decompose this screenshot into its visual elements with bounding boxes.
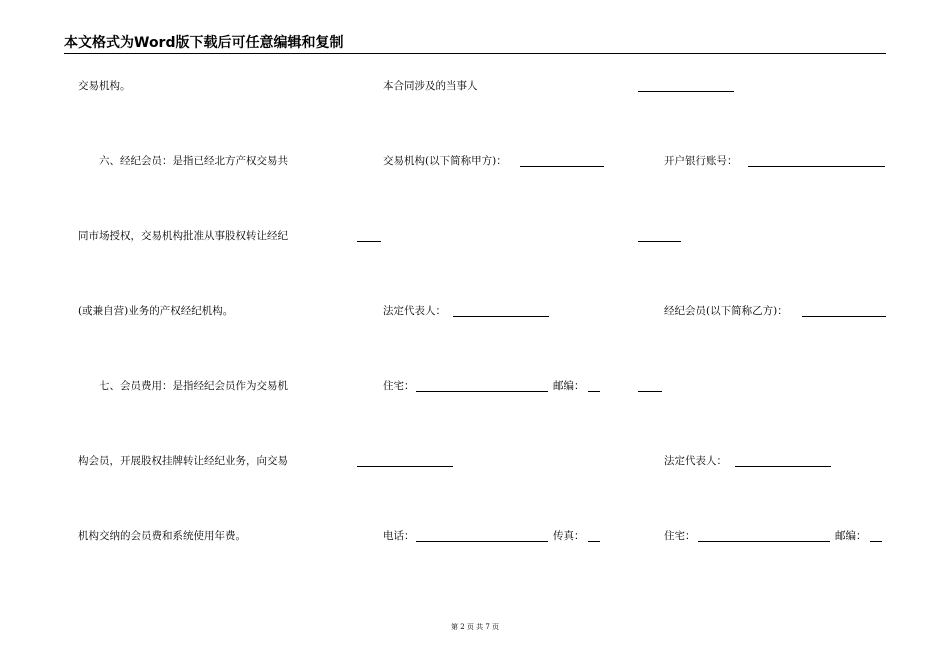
party-a-blank-continued: [357, 241, 381, 242]
party-a-legal-rep-label: 法定代表人：: [383, 305, 446, 317]
left-paragraph-line: 构会员，开展股权挂牌转让经纪业务，向交易: [78, 455, 288, 467]
party-a-fax-label: 传真：: [553, 530, 585, 542]
party-a-postcode-label: 邮编：: [553, 380, 585, 392]
page-number: 第 2 页 共 7 页: [450, 623, 500, 631]
party-a-blank: [520, 166, 604, 167]
left-paragraph-line: 七、会员费用：是指经纪会员作为交易机: [99, 380, 288, 392]
party-a-postcode-blank-continued: [357, 466, 453, 467]
bank-account-label: 开户银行账号：: [664, 155, 738, 167]
party-a-fax-blank: [588, 541, 600, 542]
bank-account-blank-continued: [638, 241, 681, 242]
party-a-phone-label: 电话：: [383, 530, 415, 542]
party-b-label: 经纪会员(以下简称乙方)：: [664, 305, 788, 317]
party-a-residence-blank: [416, 391, 548, 392]
header-divider: [64, 53, 886, 54]
party-b-postcode-blank: [870, 541, 882, 542]
party-b-blank-continued: [638, 391, 662, 392]
left-paragraph-line: 交易机构。: [78, 80, 131, 92]
party-b-blank: [802, 316, 886, 317]
party-b-postcode-label: 邮编：: [835, 530, 867, 542]
party-a-label: 交易机构(以下简称甲方)：: [383, 155, 507, 167]
party-a-residence-label: 住宅：: [383, 380, 415, 392]
left-paragraph-line: 机构交纳的会员费和系统使用年费。: [78, 530, 246, 542]
party-b-legal-rep-blank: [735, 466, 831, 467]
left-paragraph-line: (或兼自营)业务的产权经纪机构。: [78, 305, 234, 317]
party-a-postcode-blank: [588, 391, 600, 392]
bank-account-blank: [748, 166, 885, 167]
party-a-legal-rep-blank: [453, 316, 549, 317]
party-b-residence-blank: [698, 541, 830, 542]
right-top-blank: [638, 91, 734, 92]
party-a-phone-blank: [416, 541, 548, 542]
document-header-title: 本文格式为Word版下载后可任意编辑和复制: [64, 35, 344, 51]
left-paragraph-line: 六、经纪会员：是指已经北方产权交易共: [99, 155, 288, 167]
party-b-residence-label: 住宅：: [664, 530, 696, 542]
parties-heading: 本合同涉及的当事人: [383, 80, 478, 92]
party-b-legal-rep-label: 法定代表人：: [664, 455, 727, 467]
left-paragraph-line: 同市场授权，交易机构批准从事股权转让经纪: [78, 230, 288, 242]
